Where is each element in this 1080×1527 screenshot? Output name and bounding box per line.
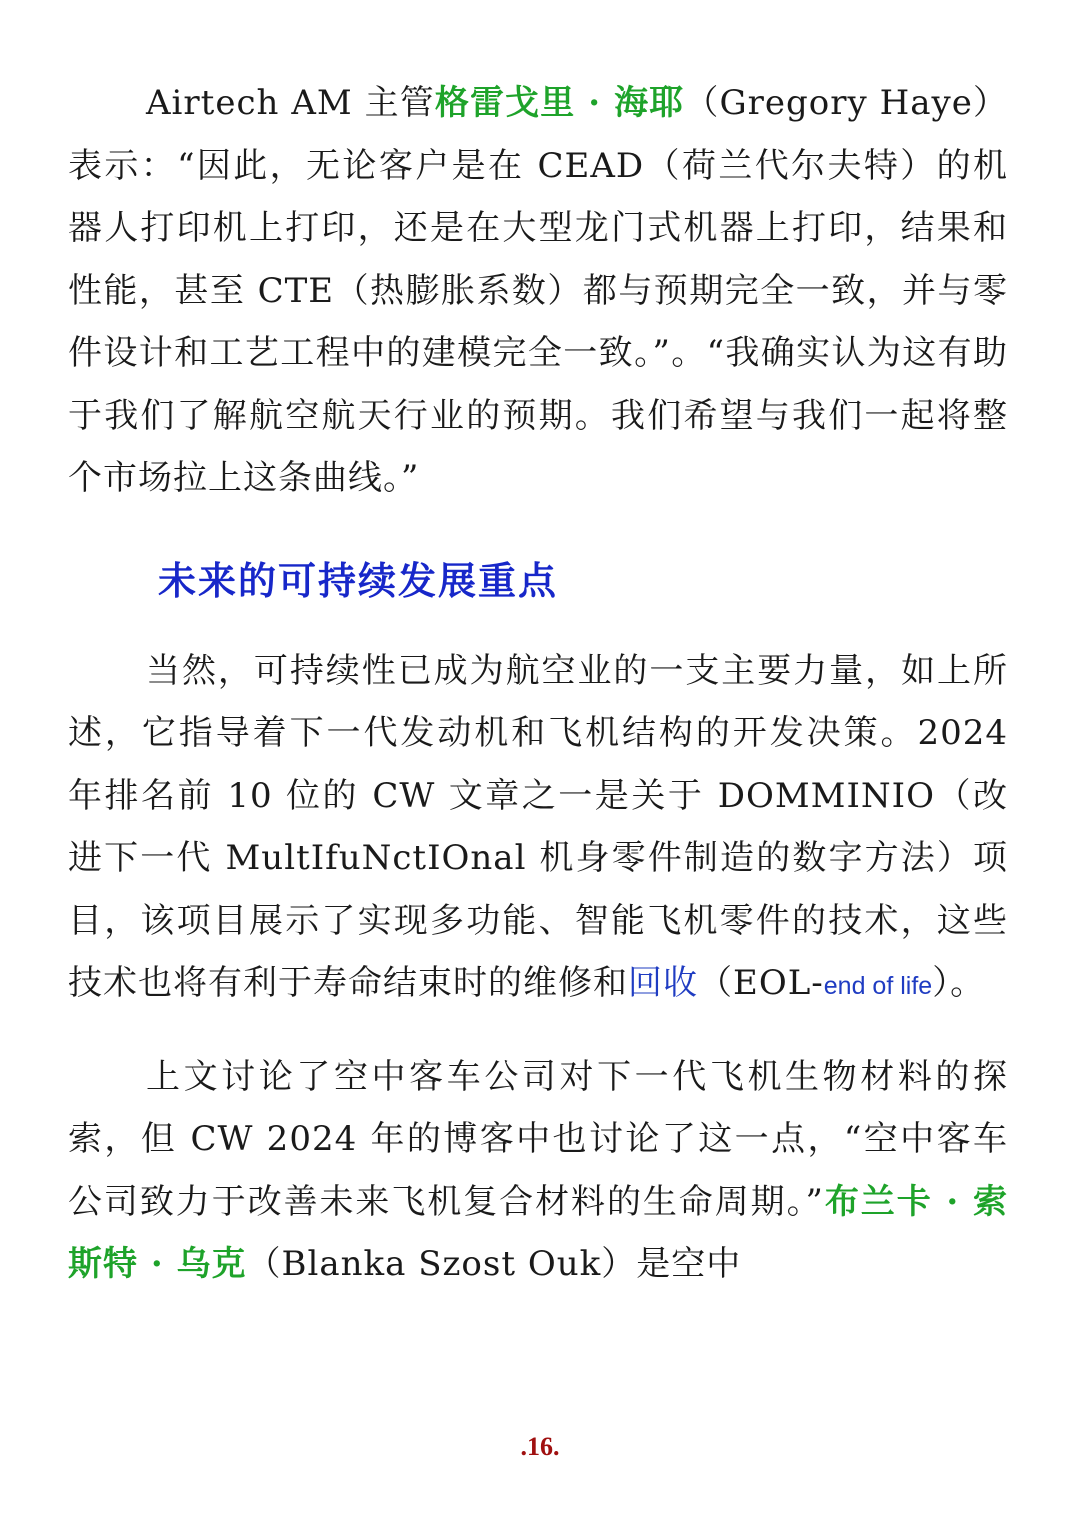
eol-full-text: end of life [823,972,933,1000]
person-name-gregory-haye: 格雷戈里 · 海耶 [434,83,685,123]
paragraph-body-text: 当然，可持续性已成为航空业的一支主要力量，如上所述，它指导着下一代发动机和飞机结构的开发决策。2024 年排名前 10 位的 CW 文章之一是关于 DOMMINIO（改进下一代 MultIfuNctIOnal 机身零件制造的数字方法）项目，该项目展示了实现多功能、智能飞机零件的技术，这些技术也将有利于寿命结束时的维修和 [68,650,1008,1003]
paragraph-tail-text: （Blanka Szost Ouk）是空中 [246,1244,742,1284]
section-heading: 未来的可持续发展重点 [158,557,559,603]
paragraph-airbus-biomaterials [68,1046,1008,1296]
page-number: .16. [520,1432,560,1461]
paragraph-sustainability [68,640,1008,1018]
paragraph-quote-haye [68,72,1008,510]
eol-paren-open: （EOL- [698,963,824,1003]
paragraph-quote-text: （Gregory Haye）表示：“因此，无论客户是在 CEAD（荷兰代尔夫特）的机器人打印机上打印，还是在大型龙门式机器上打印，结果和性能，甚至 CTE（热膨胀系数）都与预期完全一致，并与零件设计和工艺工程中的建模完全一致。”。“我确实认为这有助于我们了解航空航天行业的预期。我们希望与我们一起将整个市场拉上这条曲线。” [68,83,1008,498]
paragraph-body-text: 上文讨论了空中客车公司对下一代飞机生物材料的探索，但 CW 2024 年的博客中也讨论了这一点，“空中客车公司致力于改善未来飞机复合材料的生命周期。” [68,1056,1008,1222]
person-name-blanka-szost-ouk: 布兰卡 · 索斯特 · 乌克 [68,1181,1008,1284]
paragraph-intro-text: Airtech AM 主管 [146,83,435,123]
eol-paren-close: ）。 [932,963,986,1003]
article-body [68,72,1008,1296]
recycling-term: 回收 [628,963,698,1003]
